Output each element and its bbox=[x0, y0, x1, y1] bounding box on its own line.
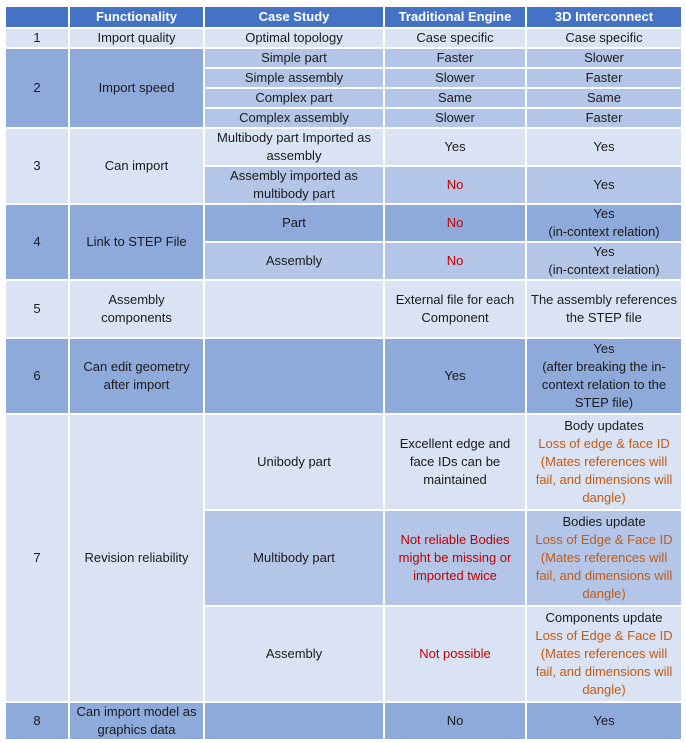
traditional-engine-cell: No bbox=[384, 204, 526, 242]
table-row bbox=[5, 204, 682, 242]
case-study-cell: Multibody part Imported as assembly bbox=[204, 128, 384, 166]
case-study-cell: Complex assembly bbox=[204, 108, 384, 128]
traditional-engine-cell: No bbox=[384, 242, 526, 280]
case-study-cell: Simple part bbox=[204, 48, 384, 68]
3d-interconnect-cell: The assembly references the STEP file bbox=[526, 280, 682, 338]
header-row bbox=[5, 6, 682, 28]
row-number: 7 bbox=[5, 414, 69, 702]
traditional-engine-cell: Faster bbox=[384, 48, 526, 68]
traditional-engine-cell: Same bbox=[384, 88, 526, 108]
traditional-engine-cell: Not reliable Bodies might be missing or imported twice bbox=[384, 510, 526, 606]
functionality-cell: Can import bbox=[69, 128, 204, 204]
functionality-cell: Revision reliability bbox=[69, 414, 204, 702]
interconnect-note: (after breaking the in-context relation to the STEP file) bbox=[541, 359, 667, 410]
functionality-cell: Link to STEP File bbox=[69, 204, 204, 280]
case-study-cell: Complex part bbox=[204, 88, 384, 108]
row-number: 6 bbox=[5, 338, 69, 414]
traditional-engine-cell: Slower bbox=[384, 108, 526, 128]
traditional-engine-cell: External file for each Component bbox=[384, 280, 526, 338]
case-study-cell: Part bbox=[204, 204, 384, 242]
3d-interconnect-cell: Faster bbox=[526, 68, 682, 88]
row-number: 4 bbox=[5, 204, 69, 280]
interconnect-value: Components update bbox=[545, 610, 663, 625]
case-study-cell: Simple assembly bbox=[204, 68, 384, 88]
case-study-cell: Unibody part bbox=[204, 414, 384, 510]
interconnect-value: Body updates bbox=[564, 418, 644, 433]
case-study-cell: Assembly bbox=[204, 606, 384, 702]
3d-interconnect-cell: Slower bbox=[526, 48, 682, 68]
3d-interconnect-cell: Case specific bbox=[526, 28, 682, 48]
traditional-engine-cell: Case specific bbox=[384, 28, 526, 48]
case-study-cell bbox=[204, 702, 384, 740]
3d-interconnect-cell: Yes bbox=[526, 702, 682, 740]
3d-interconnect-cell: Yes bbox=[526, 166, 682, 204]
interconnect-value: Yes bbox=[593, 206, 615, 221]
header-number bbox=[5, 6, 69, 28]
traditional-engine-cell: Excellent edge and face IDs can be maintained bbox=[384, 414, 526, 510]
interconnect-value: Yes bbox=[593, 341, 615, 356]
3d-interconnect-cell: Faster bbox=[526, 108, 682, 128]
case-study-cell bbox=[204, 280, 384, 338]
3d-interconnect-cell bbox=[526, 242, 682, 280]
interconnect-value: Bodies update bbox=[562, 514, 646, 529]
interconnect-value: Yes bbox=[593, 244, 615, 259]
row-number: 3 bbox=[5, 128, 69, 204]
3d-interconnect-cell: Same bbox=[526, 88, 682, 108]
table-row bbox=[5, 414, 682, 510]
table-row bbox=[5, 702, 682, 740]
table-row bbox=[5, 280, 682, 338]
3d-interconnect-cell bbox=[526, 510, 682, 606]
traditional-engine-cell: No bbox=[384, 166, 526, 204]
header-3d-interconnect: 3D Interconnect bbox=[526, 6, 682, 28]
table-row bbox=[5, 28, 682, 48]
row-number: 8 bbox=[5, 702, 69, 740]
row-number: 5 bbox=[5, 280, 69, 338]
header-functionality: Functionality bbox=[69, 6, 204, 28]
case-study-cell: Assembly imported as multibody part bbox=[204, 166, 384, 204]
header-case-study: Case Study bbox=[204, 6, 384, 28]
comparison-table bbox=[4, 5, 683, 741]
functionality-cell: Can import model as graphics data bbox=[69, 702, 204, 740]
functionality-cell: Import speed bbox=[69, 48, 204, 128]
header-traditional-engine: Traditional Engine bbox=[384, 6, 526, 28]
interconnect-warning: Loss of Edge & Face ID (Mates references will fail, and dimensions will dangle) bbox=[535, 532, 673, 601]
traditional-engine-cell: No bbox=[384, 702, 526, 740]
functionality-cell: Import quality bbox=[69, 28, 204, 48]
interconnect-warning: Loss of edge & face ID (Mates references will fail, and dimensions will dangle) bbox=[535, 436, 673, 505]
table-row bbox=[5, 338, 682, 414]
3d-interconnect-cell bbox=[526, 204, 682, 242]
functionality-cell: Can edit geometry after import bbox=[69, 338, 204, 414]
traditional-engine-cell: Slower bbox=[384, 68, 526, 88]
table-row bbox=[5, 48, 682, 68]
table-row bbox=[5, 128, 682, 166]
traditional-engine-cell: Yes bbox=[384, 338, 526, 414]
case-study-cell: Assembly bbox=[204, 242, 384, 280]
row-number: 2 bbox=[5, 48, 69, 128]
3d-interconnect-cell bbox=[526, 338, 682, 414]
traditional-engine-cell: Yes bbox=[384, 128, 526, 166]
interconnect-note: (in-context relation) bbox=[548, 224, 660, 239]
case-study-cell: Optimal topology bbox=[204, 28, 384, 48]
case-study-cell bbox=[204, 338, 384, 414]
functionality-cell: Assembly components bbox=[69, 280, 204, 338]
3d-interconnect-cell bbox=[526, 606, 682, 702]
3d-interconnect-cell: Yes bbox=[526, 128, 682, 166]
interconnect-note: (in-context relation) bbox=[548, 262, 660, 277]
3d-interconnect-cell bbox=[526, 414, 682, 510]
case-study-cell: Multibody part bbox=[204, 510, 384, 606]
traditional-engine-cell: Not possible bbox=[384, 606, 526, 702]
row-number: 1 bbox=[5, 28, 69, 48]
interconnect-warning: Loss of Edge & Face ID (Mates references will fail, and dimensions will dangle) bbox=[535, 628, 673, 697]
